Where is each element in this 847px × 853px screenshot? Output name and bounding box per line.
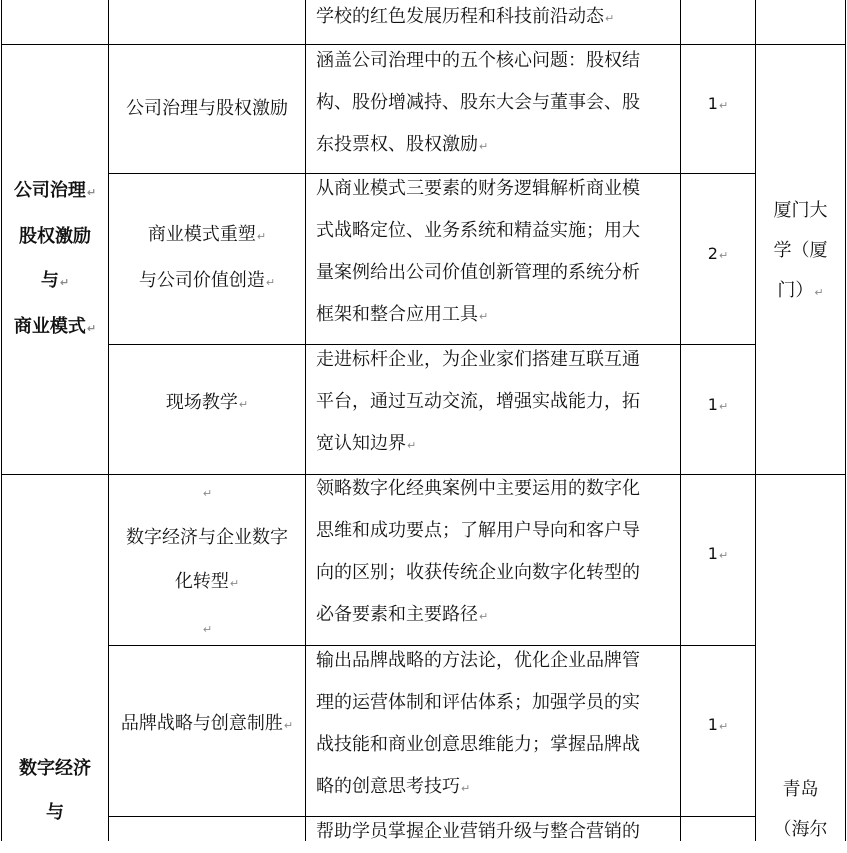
table-border-col4 xyxy=(755,0,756,841)
course-description: 学校的红色发展历程和科技前沿动态↵ xyxy=(316,6,615,27)
course-name: ↵ 数字经济与企业数字 化转型↵ ↵ xyxy=(126,487,288,636)
course-description: 输出品牌战略的方法论，优化企业品牌管 理的运营体制和评估体系；加强学员的实 战技能和商业创意思维能力；掌握品牌战 略的创意思考技巧↵ xyxy=(316,650,640,797)
course-description: 涵盖公司治理中的五个核心问题：股权结 构、股份增减持、股东大会与董事会、股 东投票权、股权激励↵ xyxy=(316,50,640,155)
course-name: 商业模式重塑↵ 与公司价值创造↵ xyxy=(138,224,276,291)
course-name: 现场教学↵ xyxy=(165,392,249,413)
course-hours: 1↵ xyxy=(707,394,729,414)
course-description: 领略数字化经典案例中主要运用的数字化 思维和成功要点；了解用户导向和客户导 向的区别；收获传统企业向数字化转型的 必备要素和主要路径↵ xyxy=(316,478,640,625)
course-name: 品牌战略与创意制胜↵ xyxy=(120,713,294,734)
table-border-col2 xyxy=(305,0,306,841)
course-description: 从商业模式三要素的财务逻辑解析商业模 式战略定位、业务系统和精益实施；用大 量案例给出公司价值创新管理的系统分析 框架和整合应用工具↵ xyxy=(316,178,640,325)
course-description: 走进标杆企业，为企业家们搭建互联互通 平台，通过互动交流，增强实战能力，拓 宽认知边界↵ xyxy=(316,349,640,454)
location-label: 厦门大 学（厦 门）↵ xyxy=(773,200,828,301)
course-hours: 1↵ xyxy=(707,543,729,563)
course-description: 帮助学员掌握企业营销升级与整合营销的 xyxy=(316,821,640,842)
location-label: 青岛 （海尔 xyxy=(773,779,828,840)
course-hours: 2↵ xyxy=(707,243,729,263)
course-hours: 1↵ xyxy=(707,93,729,113)
category-label: 数字经济 与 xyxy=(19,758,91,823)
course-hours: 1↵ xyxy=(707,714,729,734)
table-border-right xyxy=(845,0,846,841)
course-name: 公司治理与股权激励 xyxy=(126,98,288,119)
category-label: 公司治理↵ 股权激励 与↵ 商业模式↵ xyxy=(13,179,97,337)
